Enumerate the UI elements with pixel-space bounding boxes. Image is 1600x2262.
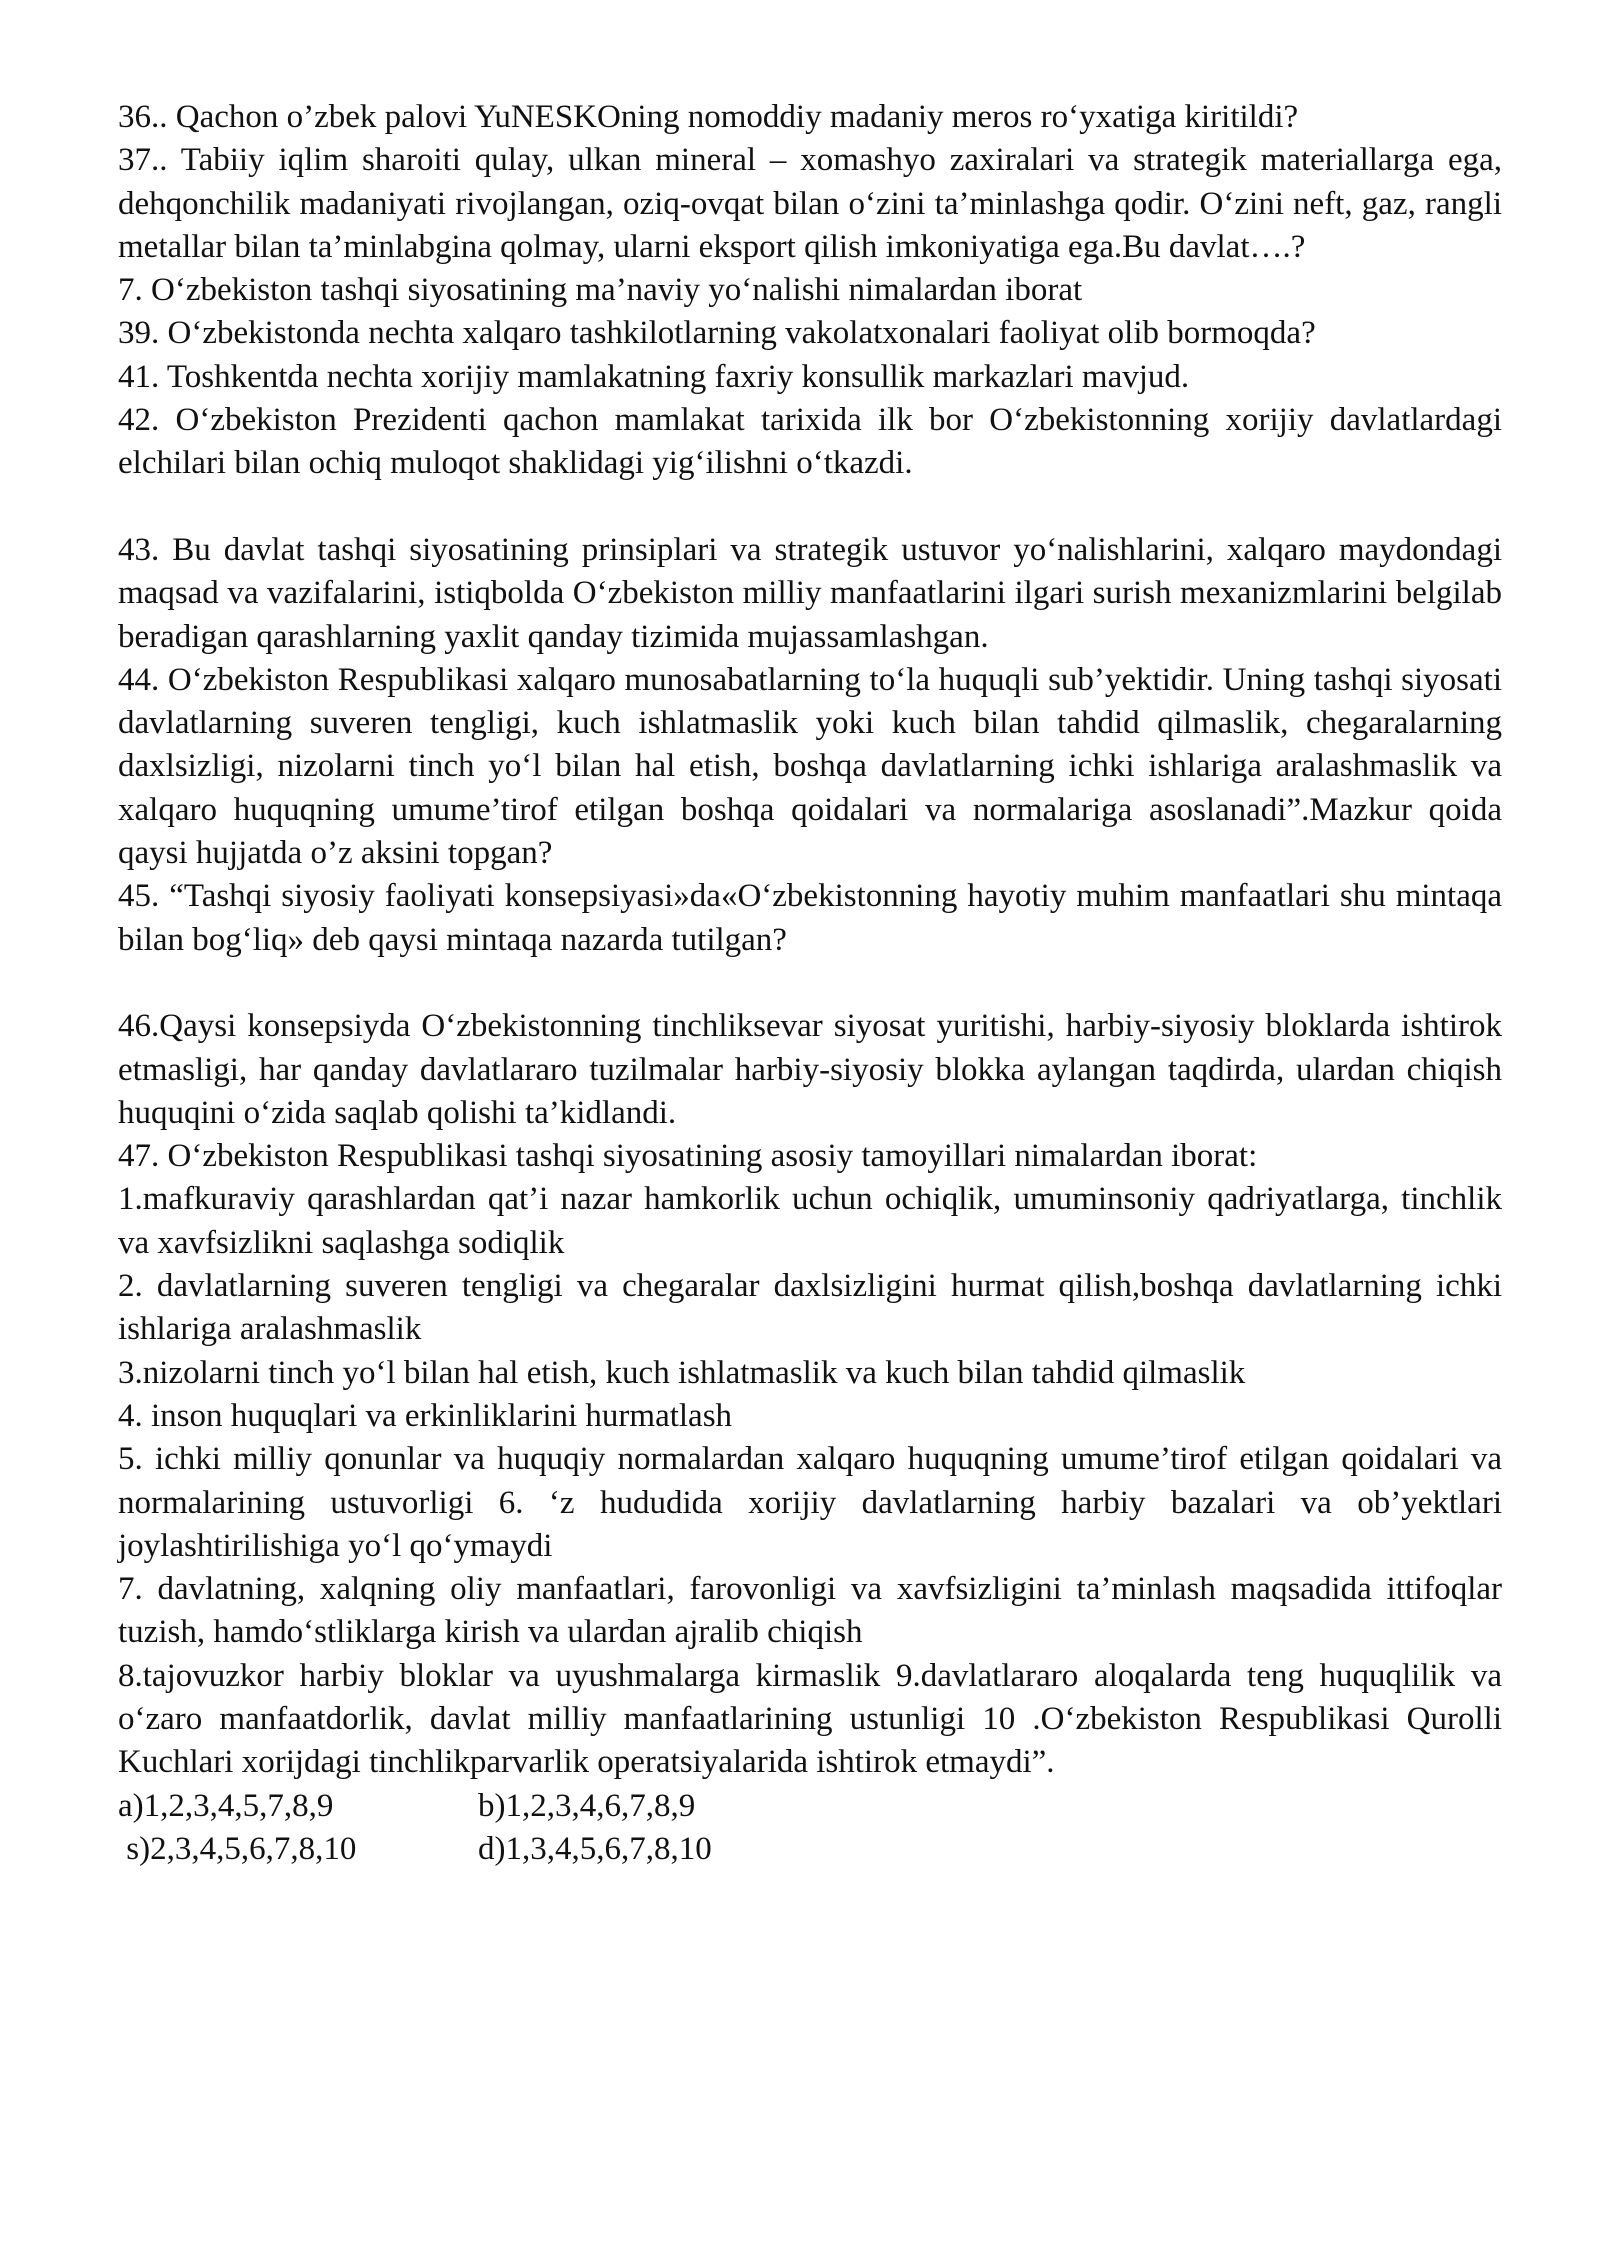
document-page [118, 96, 1502, 1871]
question-41: 41. Toshkentda nechta xorijiy mamlakatning faxriy konsullik markazlari mavjud. [118, 358, 1190, 395]
principle-4: 4. inson huquqlari va erkinliklarini hurmatlash [118, 1397, 733, 1434]
principle-7: 7. davlatning, xalqning oliy manfaatlari, farovonligi va xavfsizligini ta’minlash maqsadida ittifoqlar tuzish, hamdo‘stliklarga kirish va ulardan ajralib chiqish [118, 1571, 1502, 1651]
question-45: 45. “Tashqi siyosiy faoliyati konsepsiyasi»da«O‘zbekistonning hayotiy muhim manfaatlari shu mintaqa bilan bog‘liq» deb qaysi mintaqa nazarda tutilgan? [118, 878, 1502, 958]
answer-option-a: a)1,2,3,4,5,7,8,9 [118, 1787, 334, 1824]
question-36: 36.. Qachon o’zbek palovi YuNESKOning nomoddiy madaniy meros ro‘yxatiga kiritildi? [118, 99, 1299, 135]
question-7: 7. O‘zbekiston tashqi siyosatining ma’naviy yo‘nalishi nimalardan iborat [118, 272, 1083, 309]
question-39: 39. O‘zbekistonda nechta xalqaro tashkilotlarning vakolatxonalari faoliyat olib bormoqda? [118, 315, 1316, 352]
answer-option-s: s)2,3,4,5,6,7,8,10 [118, 1830, 357, 1867]
answer-option-d: d)1,3,4,5,6,7,8,10 [478, 1830, 712, 1867]
question-44: 44. O‘zbekiston Respublikasi xalqaro munosabatlarning to‘la huquqli sub’yektidir. Uning tashqi siyosati davlatlarning suveren tengligi, kuch ishlatmaslik yoki kuch bilan tahdid qilmaslik, chegaralarning daxlsizligi, nizolarni tinch yo‘l bilan hal etish, boshqa davlatlarning ichki ishlariga aralashmaslik va xalqaro huquqning umume’tirof etilgan boshqa qoidalari va normalariga asoslanadi”.Mazkur qoida qaysi hujjatda o’z aksini topgan? [118, 661, 1502, 872]
principle-8-9-10: 8.tajovuzkor harbiy bloklar va uyushmalarga kirmaslik 9.davlatlararo aloqalarda teng huquqlilik va o‘zaro manfaatdorlik, davlat milliy manfaatlarining ustunligi 10 .O‘zbekiston Respublikasi Qurolli Kuchlari xorijdagi tinchlikparvarlik operatsiyalarida ishtirok etmaydi”. [118, 1657, 1502, 1781]
principle-1: 1.mafkuraviy qarashlardan qat’i nazar hamkorlik uchun ochiqlik, umuminsoniy qadriyatlarga, tinchlik va xavfsizlikni saqlashga sodiqlik [118, 1181, 1502, 1261]
principle-5-6: 5. ichki milliy qonunlar va huquqiy normalardan xalqaro huquqning umume’tirof etilgan qoidalari va normalarining ustuvorligi 6. ‘z hududida xorijiy davlatlarning harbiy bazalari va ob’yektlari joylashtirilishiga yo‘l qo‘ymaydi [118, 1441, 1502, 1564]
principle-2: 2. davlatlarning suveren tengligi va chegaralar daxlsizligini hurmat qilish,boshqa davlatlarning ichki ishlariga aralashmaslik [118, 1268, 1502, 1348]
question-42: 42. O‘zbekiston Prezidenti qachon mamlakat tarixida ilk bor O‘zbekistonning xorijiy davlatlardagi elchilari bilan ochiq muloqot shaklidagi yig‘ilishni o‘tkazdi. [118, 402, 1502, 482]
answer-option-b: b)1,2,3,4,6,7,8,9 [478, 1787, 696, 1824]
question-43: 43. Bu davlat tashqi siyosatining prinsiplari va strategik ustuvor yo‘nalishlarini, xalqaro maydondagi maqsad va vazifalarini, istiqbolda O‘zbekiston milliy manfaatlarini ilgari surish mexanizmlarini belgilab beradigan qarashlarning yaxlit qanday tizimida mujassamlashgan. [118, 531, 1502, 655]
principle-3: 3.nizolarni tinch yo‘l bilan hal etish, kuch ishlatmaslik va kuch bilan tahdid qilmaslik [118, 1354, 1246, 1391]
question-47: 47. O‘zbekiston Respublikasi tashqi siyosatining asosiy tamoyillari nimalardan iborat: [118, 1138, 1258, 1175]
answer-options [118, 1785, 1502, 1872]
blank-line [118, 486, 1502, 529]
question-46: 46.Qaysi konsepsiyda O‘zbekistonning tinchliksevar siyosat yuritishi, harbiy-siyosiy bloklarda ishtirok etmasligi, har qanday davlatlararo tuzilmalar harbiy-siyosiy blokka aylangan taqdirda, ulardan chiqish huquqini o‘zida saqlab qolishi ta’kidlandi. [118, 1008, 1502, 1131]
question-37: 37.. Tabiiy iqlim sharoiti qulay, ulkan mineral – xomashyo zaxiralari va strategik materiallarga ega, dehqonchilik madaniyati rivojlangan, oziq-ovqat bilan o‘zini ta’minlashga qodir. O‘zini neft, gaz, rangli metallar bilan ta’minlabgina qolmay, ularni eksport qilish imkoniyatiga ega.Bu davlat….? [118, 142, 1502, 265]
blank-line [118, 962, 1502, 1005]
